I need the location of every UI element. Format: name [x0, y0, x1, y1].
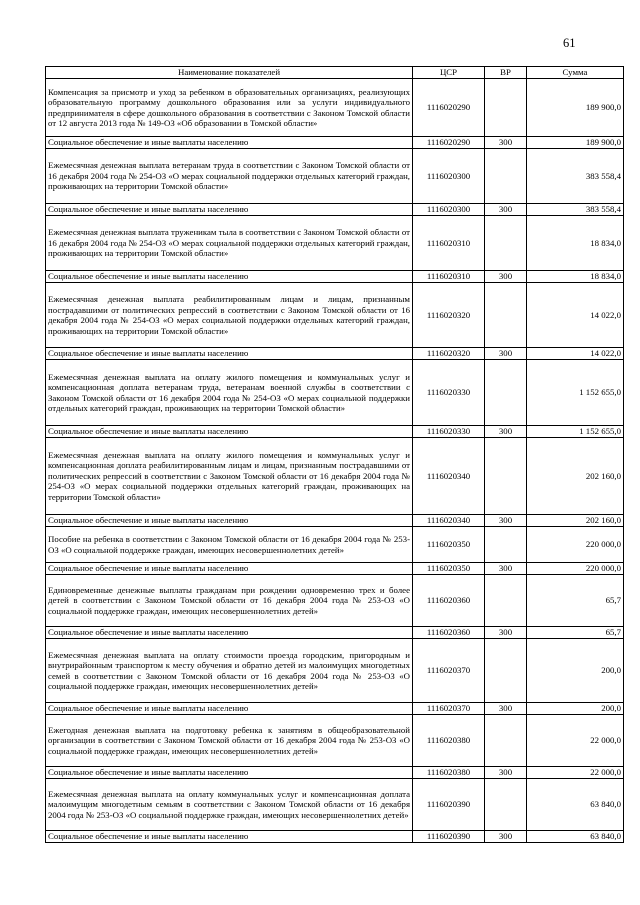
- row-name: Социальное обеспечение и иные выплаты населению: [46, 515, 413, 527]
- row-name: Социальное обеспечение и иные выплаты населению: [46, 767, 413, 779]
- row-code: 1116020340: [413, 438, 485, 515]
- row-vr: 300: [485, 515, 527, 527]
- row-vr: [485, 438, 527, 515]
- row-vr: 300: [485, 767, 527, 779]
- row-code: 1116020340: [413, 515, 485, 527]
- table-row: [46, 627, 624, 639]
- row-code: 1116020360: [413, 627, 485, 639]
- table-row: [46, 137, 624, 149]
- table-row: [46, 348, 624, 360]
- row-sum: 1 152 655,0: [527, 426, 624, 438]
- row-vr: 300: [485, 137, 527, 149]
- row-vr: 300: [485, 426, 527, 438]
- row-name: Социальное обеспечение и иные выплаты населению: [46, 563, 413, 575]
- row-name: Социальное обеспечение и иные выплаты населению: [46, 348, 413, 360]
- row-vr: 300: [485, 204, 527, 216]
- row-name: Компенсация за присмотр и уход за ребенком в образовательных организациях, реализующих образовательную программу дошкольного образования или за услуги индивидуального предпринимателя в сфере дошкольного образования в соответствии с Законом Томской области от 12 августа 2013 года № 149-ОЗ «Об образовании в Томской области»: [46, 79, 413, 137]
- table-row: [46, 831, 624, 843]
- row-code: 1116020360: [413, 575, 485, 627]
- row-vr: [485, 639, 527, 703]
- row-sum: 383 558,4: [527, 204, 624, 216]
- page-number: 61: [563, 36, 576, 50]
- row-sum: 22 000,0: [527, 715, 624, 767]
- row-sum: 14 022,0: [527, 283, 624, 348]
- table-header-row: [46, 67, 624, 79]
- row-code: 1116020390: [413, 831, 485, 843]
- row-code: 1116020320: [413, 283, 485, 348]
- table-row: [46, 283, 624, 348]
- row-vr: 300: [485, 563, 527, 575]
- row-sum: 189 900,0: [527, 137, 624, 149]
- row-name: Социальное обеспечение и иные выплаты населению: [46, 137, 413, 149]
- row-code: 1116020380: [413, 715, 485, 767]
- header-code: ЦСР: [413, 67, 485, 79]
- row-sum: 383 558,4: [527, 149, 624, 204]
- row-name: Ежемесячная денежная выплата на оплату стоимости проезда городским, пригородным и внутрирайонным транспортом к месту обучения и обратно детей из малоимущих многодетных семей в соответствии с Законом Томской области от 16 декабря 2004 года № 253-ОЗ «О социальной поддержке граждан, имеющих несовершеннолетних детей»: [46, 639, 413, 703]
- row-sum: 200,0: [527, 639, 624, 703]
- row-sum: 22 000,0: [527, 767, 624, 779]
- row-name: Ежемесячная денежная выплата ветеранам труда в соответствии с Законом Томской области от 16 декабря 2004 года № 254-ОЗ «О мерах социальной поддержки отдельных категорий граждан, проживающих на территории Томской области»: [46, 149, 413, 204]
- row-vr: [485, 779, 527, 831]
- row-name: Ежемесячная денежная выплата на оплату жилого помещения и коммунальных услуг и компенсационная доплата реабилитированным лицам и лицам, признанным пострадавшими от политических репрессий в соответствии с Законом Томской области от 16 декабря 2004 года № 254-ОЗ «О мерах социальной поддержки отдельных категорий граждан, проживающих на территории Томской области»: [46, 438, 413, 515]
- row-code: 1116020300: [413, 149, 485, 204]
- row-vr: [485, 715, 527, 767]
- table-row: [46, 79, 624, 137]
- row-sum: 220 000,0: [527, 563, 624, 575]
- row-sum: 65,7: [527, 575, 624, 627]
- row-name: Социальное обеспечение и иные выплаты населению: [46, 426, 413, 438]
- row-code: 1116020380: [413, 767, 485, 779]
- row-vr: [485, 216, 527, 271]
- table-row: [46, 779, 624, 831]
- header-sum: Сумма: [527, 67, 624, 79]
- table-row: [46, 703, 624, 715]
- row-name: Ежемесячная денежная выплата труженикам тыла в соответствии с Законом Томской области от 16 декабря 2004 года № 254-ОЗ «О мерах социальной поддержки отдельных категорий граждан, проживающих на территории Томской области»: [46, 216, 413, 271]
- row-code: 1116020320: [413, 348, 485, 360]
- header-vr: ВР: [485, 67, 527, 79]
- row-code: 1116020290: [413, 79, 485, 137]
- row-vr: [485, 527, 527, 563]
- row-vr: [485, 79, 527, 137]
- row-sum: 14 022,0: [527, 348, 624, 360]
- row-vr: 300: [485, 348, 527, 360]
- row-vr: 300: [485, 271, 527, 283]
- table-row: [46, 575, 624, 627]
- budget-table: [45, 66, 624, 843]
- table-row: [46, 563, 624, 575]
- row-name: Ежемесячная денежная выплата реабилитированным лицам и лицам, признанным пострадавшими от политических репрессий в соответствии с Законом Томской области от 16 декабря 2004 года № 254-ОЗ «О мерах социальной поддержки отдельных категорий граждан, проживающих на территории Томской области»: [46, 283, 413, 348]
- table-row: [46, 149, 624, 204]
- row-name: Единовременные денежные выплаты гражданам при рождении одновременно трех и более детей в соответствии с Законом Томской области от 16 декабря 2004 года № 253-ОЗ «О социальной поддержке граждан, имеющих несовершеннолетних детей»: [46, 575, 413, 627]
- row-name: Ежемесячная денежная выплата на оплату коммунальных услуг и компенсационная доплата малоимущим многодетным семьям в соответствии с Законом Томской области от 16 декабря 2004 года № 253-ОЗ «О социальной поддержке граждан, имеющих несовершеннолетних детей»: [46, 779, 413, 831]
- row-vr: 300: [485, 831, 527, 843]
- table-row: [46, 360, 624, 426]
- row-vr: [485, 575, 527, 627]
- table-row: [46, 438, 624, 515]
- row-sum: 202 160,0: [527, 438, 624, 515]
- row-code: 1116020290: [413, 137, 485, 149]
- row-code: 1116020310: [413, 271, 485, 283]
- row-name: Социальное обеспечение и иные выплаты населению: [46, 271, 413, 283]
- table-row: [46, 515, 624, 527]
- row-sum: 202 160,0: [527, 515, 624, 527]
- row-vr: [485, 149, 527, 204]
- row-code: 1116020390: [413, 779, 485, 831]
- row-sum: 1 152 655,0: [527, 360, 624, 426]
- table-row: [46, 639, 624, 703]
- row-name: Социальное обеспечение и иные выплаты населению: [46, 627, 413, 639]
- row-code: 1116020370: [413, 639, 485, 703]
- row-vr: 300: [485, 703, 527, 715]
- row-code: 1116020350: [413, 563, 485, 575]
- row-vr: 300: [485, 627, 527, 639]
- row-name: Пособие на ребенка в соответствии с Законом Томской области от 16 декабря 2004 года № 253-ОЗ «О социальной поддержке граждан, имеющих несовершеннолетних детей»: [46, 527, 413, 563]
- row-code: 1116020370: [413, 703, 485, 715]
- row-code: 1116020300: [413, 204, 485, 216]
- row-code: 1116020330: [413, 360, 485, 426]
- row-sum: 63 840,0: [527, 831, 624, 843]
- row-code: 1116020310: [413, 216, 485, 271]
- header-name: Наименование показателей: [46, 67, 413, 79]
- row-code: 1116020330: [413, 426, 485, 438]
- row-sum: 65,7: [527, 627, 624, 639]
- row-name: Социальное обеспечение и иные выплаты населению: [46, 703, 413, 715]
- row-code: 1116020350: [413, 527, 485, 563]
- table-row: [46, 715, 624, 767]
- table-row: [46, 204, 624, 216]
- row-name: Ежегодная денежная выплата на подготовку ребенка к занятиям в общеобразовательной организации в соответствии с Законом Томской области от 16 декабря 2004 года № 253-ОЗ «О социальной поддержке граждан, имеющих несовершеннолетних детей»: [46, 715, 413, 767]
- table-row: [46, 216, 624, 271]
- table-row: [46, 426, 624, 438]
- table-row: [46, 527, 624, 563]
- row-name: Социальное обеспечение и иные выплаты населению: [46, 831, 413, 843]
- row-vr: [485, 360, 527, 426]
- row-sum: 200,0: [527, 703, 624, 715]
- table-row: [46, 271, 624, 283]
- row-sum: 189 900,0: [527, 79, 624, 137]
- row-sum: 220 000,0: [527, 527, 624, 563]
- row-sum: 63 840,0: [527, 779, 624, 831]
- row-vr: [485, 283, 527, 348]
- row-sum: 18 834,0: [527, 271, 624, 283]
- row-name: Ежемесячная денежная выплата на оплату жилого помещения и коммунальных услуг и компенсационная доплата ветеранам труда, ветеранам военной службы в соответствии с Законом Томской области от 16 декабря 2004 года № 254-ОЗ «О мерах социальной поддержки отдельных категорий граждан, проживающих на территории Томской области»: [46, 360, 413, 426]
- row-sum: 18 834,0: [527, 216, 624, 271]
- row-name: Социальное обеспечение и иные выплаты населению: [46, 204, 413, 216]
- table-row: [46, 767, 624, 779]
